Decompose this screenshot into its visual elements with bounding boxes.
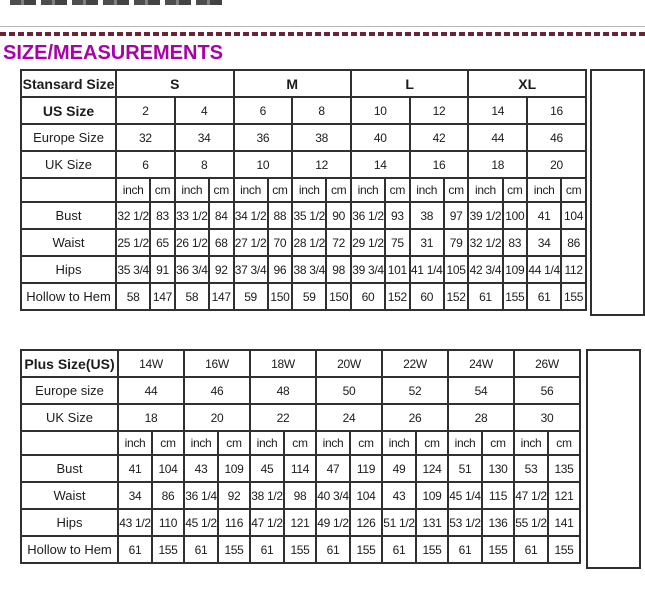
cell: 28 <box>448 404 514 431</box>
row-label: Hollow to Hem <box>21 536 118 563</box>
cell: 18 <box>118 404 184 431</box>
cell: 39 1/2 <box>468 202 502 229</box>
table-row <box>21 178 586 202</box>
cell: 43 <box>382 482 416 509</box>
cell: 110 <box>152 509 184 536</box>
cell: 61 <box>527 283 561 310</box>
row-label: US Size <box>21 97 116 124</box>
row-label: Plus Size(US) <box>21 350 118 377</box>
cell: 16W <box>184 350 250 377</box>
table-row <box>21 151 586 178</box>
cell: 6 <box>116 151 175 178</box>
cell: 38 3/4 <box>292 256 326 283</box>
cell: 50 <box>316 377 382 404</box>
cell: 44 1/4 <box>527 256 561 283</box>
cell: 114 <box>284 455 316 482</box>
cell: 20W <box>316 350 382 377</box>
cell: 44 <box>468 124 527 151</box>
cell: 26W <box>514 350 580 377</box>
cell: 155 <box>218 536 250 563</box>
standard-size-table-wrap <box>20 69 645 311</box>
table-row <box>21 229 586 256</box>
table-row <box>21 377 580 404</box>
cell: 46 <box>184 377 250 404</box>
cell: 155 <box>152 536 184 563</box>
cell: 55 1/2 <box>514 509 548 536</box>
cell: 109 <box>218 455 250 482</box>
cell: 36 <box>234 124 293 151</box>
cell: 126 <box>350 509 382 536</box>
cell: cm <box>482 431 514 455</box>
cell: 152 <box>444 283 469 310</box>
cell: 53 <box>514 455 548 482</box>
cell: 35 3/4 <box>116 256 150 283</box>
cell: 32 1/2 <box>116 202 150 229</box>
plus-size-table <box>20 349 581 564</box>
cell: 96 <box>268 256 293 283</box>
cell: 104 <box>350 482 382 509</box>
cell: 100 <box>503 202 528 229</box>
cell: 35 1/2 <box>292 202 326 229</box>
table-row <box>21 404 580 431</box>
cell: 22W <box>382 350 448 377</box>
row-label: Hips <box>21 509 118 536</box>
cell: cm <box>268 178 293 202</box>
cell: 52 <box>382 377 448 404</box>
cell: 41 <box>527 202 561 229</box>
cell: 68 <box>209 229 234 256</box>
cell: 119 <box>350 455 382 482</box>
cell: 6 <box>234 97 293 124</box>
cell: cm <box>416 431 448 455</box>
cell: 105 <box>444 256 469 283</box>
cell: 47 1/2 <box>514 482 548 509</box>
cell: 93 <box>385 202 410 229</box>
cell: 75 <box>385 229 410 256</box>
cell: 16 <box>527 97 586 124</box>
cropped-text-fragment <box>10 0 222 5</box>
cell: cm <box>503 178 528 202</box>
cell: 24W <box>448 350 514 377</box>
cell: 86 <box>152 482 184 509</box>
cell: L <box>351 70 468 97</box>
cell: 155 <box>561 283 586 310</box>
cell: 51 <box>448 455 482 482</box>
cell: 42 3/4 <box>468 256 502 283</box>
cell: 60 <box>410 283 444 310</box>
cell: inch <box>118 431 152 455</box>
cell: 40 <box>351 124 410 151</box>
cell: 18 <box>468 151 527 178</box>
cell: 155 <box>548 536 580 563</box>
table-row <box>21 202 586 229</box>
cell: 20 <box>184 404 250 431</box>
cell: 45 <box>250 455 284 482</box>
cell: 56 <box>514 377 580 404</box>
cell: 42 <box>410 124 469 151</box>
cell: 135 <box>548 455 580 482</box>
standard-size-table <box>20 69 587 311</box>
cell: 25 1/2 <box>116 229 150 256</box>
cell: 136 <box>482 509 514 536</box>
cell: 155 <box>284 536 316 563</box>
plus-size-table-wrap <box>20 349 645 564</box>
cell: 90 <box>326 202 351 229</box>
table-row <box>21 431 580 455</box>
row-label: UK Size <box>21 404 118 431</box>
cell: 83 <box>150 202 175 229</box>
cell: 86 <box>561 229 586 256</box>
row-label: Europe Size <box>21 124 116 151</box>
cell: 121 <box>548 482 580 509</box>
cell: 14 <box>468 97 527 124</box>
cell: 16 <box>410 151 469 178</box>
cell: 12 <box>410 97 469 124</box>
cell: 60 <box>351 283 385 310</box>
cell: 53 1/2 <box>448 509 482 536</box>
empty-trailing-column <box>586 349 641 569</box>
cell: 2 <box>116 97 175 124</box>
cell: 47 <box>316 455 350 482</box>
cell: 155 <box>416 536 448 563</box>
cell: 61 <box>468 283 502 310</box>
cell: 33 1/2 <box>175 202 209 229</box>
cell: 61 <box>514 536 548 563</box>
cell: cm <box>385 178 410 202</box>
cell: 155 <box>482 536 514 563</box>
cell: 38 <box>410 202 444 229</box>
row-label: UK Size <box>21 151 116 178</box>
row-label: Europe size <box>21 377 118 404</box>
cell: inch <box>234 178 268 202</box>
cell: 26 1/2 <box>175 229 209 256</box>
cell: 92 <box>218 482 250 509</box>
cell: 10 <box>234 151 293 178</box>
table-row <box>21 455 580 482</box>
cell: 14 <box>351 151 410 178</box>
cell: 109 <box>503 256 528 283</box>
cell: 30 <box>514 404 580 431</box>
cell: 20 <box>527 151 586 178</box>
cell: 46 <box>527 124 586 151</box>
cell: 88 <box>268 202 293 229</box>
cell: 32 1/2 <box>468 229 502 256</box>
cell: 18W <box>250 350 316 377</box>
cell: inch <box>116 178 150 202</box>
cell: 32 <box>116 124 175 151</box>
table-row <box>21 350 580 377</box>
cell: 124 <box>416 455 448 482</box>
cell: inch <box>468 178 502 202</box>
cell: cm <box>218 431 250 455</box>
cell: 45 1/4 <box>448 482 482 509</box>
cell: cm <box>152 431 184 455</box>
cell: 41 <box>118 455 152 482</box>
cell: 39 3/4 <box>351 256 385 283</box>
cell: 104 <box>561 202 586 229</box>
cell: 97 <box>444 202 469 229</box>
cell: 36 3/4 <box>175 256 209 283</box>
row-label: Hips <box>21 256 116 283</box>
cell: 38 1/2 <box>250 482 284 509</box>
table-row <box>21 482 580 509</box>
cell: 10 <box>351 97 410 124</box>
cell: XL <box>468 70 586 97</box>
row-label: Bust <box>21 455 118 482</box>
cell: 150 <box>326 283 351 310</box>
row-label: Hollow to Hem <box>21 283 116 310</box>
cell: 92 <box>209 256 234 283</box>
cell: 4 <box>175 97 234 124</box>
cell: inch <box>448 431 482 455</box>
cell: 34 <box>175 124 234 151</box>
cell: 59 <box>292 283 326 310</box>
cell: 24 <box>316 404 382 431</box>
cell: inch <box>410 178 444 202</box>
cell: cm <box>284 431 316 455</box>
cell: 27 1/2 <box>234 229 268 256</box>
cell: 130 <box>482 455 514 482</box>
cell: 59 <box>234 283 268 310</box>
cell: inch <box>527 178 561 202</box>
table-row <box>21 536 580 563</box>
cell: 36 1/2 <box>351 202 385 229</box>
cell: inch <box>292 178 326 202</box>
cell: 58 <box>175 283 209 310</box>
cell: 38 <box>292 124 351 151</box>
cell: 152 <box>385 283 410 310</box>
cell: 45 1/2 <box>184 509 218 536</box>
cell: cm <box>561 178 586 202</box>
cell: 44 <box>118 377 184 404</box>
cell: 91 <box>150 256 175 283</box>
cell: 104 <box>152 455 184 482</box>
table-row <box>21 70 586 97</box>
cell: 12 <box>292 151 351 178</box>
row-label: Waist <box>21 482 118 509</box>
cell: 72 <box>326 229 351 256</box>
cell: cm <box>326 178 351 202</box>
cell: S <box>116 70 233 97</box>
cell: inch <box>514 431 548 455</box>
row-label: Waist <box>21 229 116 256</box>
cell: 61 <box>316 536 350 563</box>
cell: 98 <box>284 482 316 509</box>
table-row <box>21 124 586 151</box>
cell: 28 1/2 <box>292 229 326 256</box>
table-row <box>21 97 586 124</box>
cell: 49 <box>382 455 416 482</box>
cell: cm <box>444 178 469 202</box>
cell: 51 1/2 <box>382 509 416 536</box>
cell: 61 <box>382 536 416 563</box>
cell: 61 <box>184 536 218 563</box>
dashed-divider <box>0 32 645 36</box>
cell: 34 <box>118 482 152 509</box>
cell: 83 <box>503 229 528 256</box>
cell: 8 <box>175 151 234 178</box>
cell: 43 <box>184 455 218 482</box>
cell: cm <box>209 178 234 202</box>
cell: cm <box>548 431 580 455</box>
row-label: Bust <box>21 202 116 229</box>
cell: cm <box>350 431 382 455</box>
table-row <box>21 509 580 536</box>
cell: 79 <box>444 229 469 256</box>
cell: 112 <box>561 256 586 283</box>
cell: 116 <box>218 509 250 536</box>
cell: 41 1/4 <box>410 256 444 283</box>
cell: 84 <box>209 202 234 229</box>
cell: cm <box>150 178 175 202</box>
cell: 70 <box>268 229 293 256</box>
cell: inch <box>250 431 284 455</box>
cell: 150 <box>268 283 293 310</box>
cell: 54 <box>448 377 514 404</box>
cell: 121 <box>284 509 316 536</box>
table-row <box>21 283 586 310</box>
cell: 34 1/2 <box>234 202 268 229</box>
cell: M <box>234 70 351 97</box>
empty-trailing-column <box>590 69 645 316</box>
cell: 37 3/4 <box>234 256 268 283</box>
cell: 109 <box>416 482 448 509</box>
cell: 101 <box>385 256 410 283</box>
cell: inch <box>316 431 350 455</box>
table-row <box>21 256 586 283</box>
cell: 155 <box>503 283 528 310</box>
cell: inch <box>382 431 416 455</box>
cell: 49 1/2 <box>316 509 350 536</box>
cell: 131 <box>416 509 448 536</box>
cell: 26 <box>382 404 448 431</box>
row-label: Stansard Size <box>21 70 116 97</box>
cell: 34 <box>527 229 561 256</box>
cell: 147 <box>209 283 234 310</box>
row-label <box>21 178 116 202</box>
cell: 61 <box>250 536 284 563</box>
cell: 65 <box>150 229 175 256</box>
cell: 29 1/2 <box>351 229 385 256</box>
cell: 31 <box>410 229 444 256</box>
row-label <box>21 431 118 455</box>
cell: 48 <box>250 377 316 404</box>
cell: 61 <box>118 536 152 563</box>
cell: 14W <box>118 350 184 377</box>
cell: 36 1/4 <box>184 482 218 509</box>
cell: 43 1/2 <box>118 509 152 536</box>
cell: 61 <box>448 536 482 563</box>
cell: 58 <box>116 283 150 310</box>
cell: inch <box>175 178 209 202</box>
cell: 115 <box>482 482 514 509</box>
cell: inch <box>184 431 218 455</box>
cell: 147 <box>150 283 175 310</box>
cell: 22 <box>250 404 316 431</box>
page-title: SIZE/MEASUREMENTS <box>3 42 224 64</box>
divider-line <box>0 26 645 27</box>
cell: inch <box>351 178 385 202</box>
cell: 98 <box>326 256 351 283</box>
cell: 8 <box>292 97 351 124</box>
cell: 155 <box>350 536 382 563</box>
cell: 47 1/2 <box>250 509 284 536</box>
cell: 40 3/4 <box>316 482 350 509</box>
cell: 141 <box>548 509 580 536</box>
